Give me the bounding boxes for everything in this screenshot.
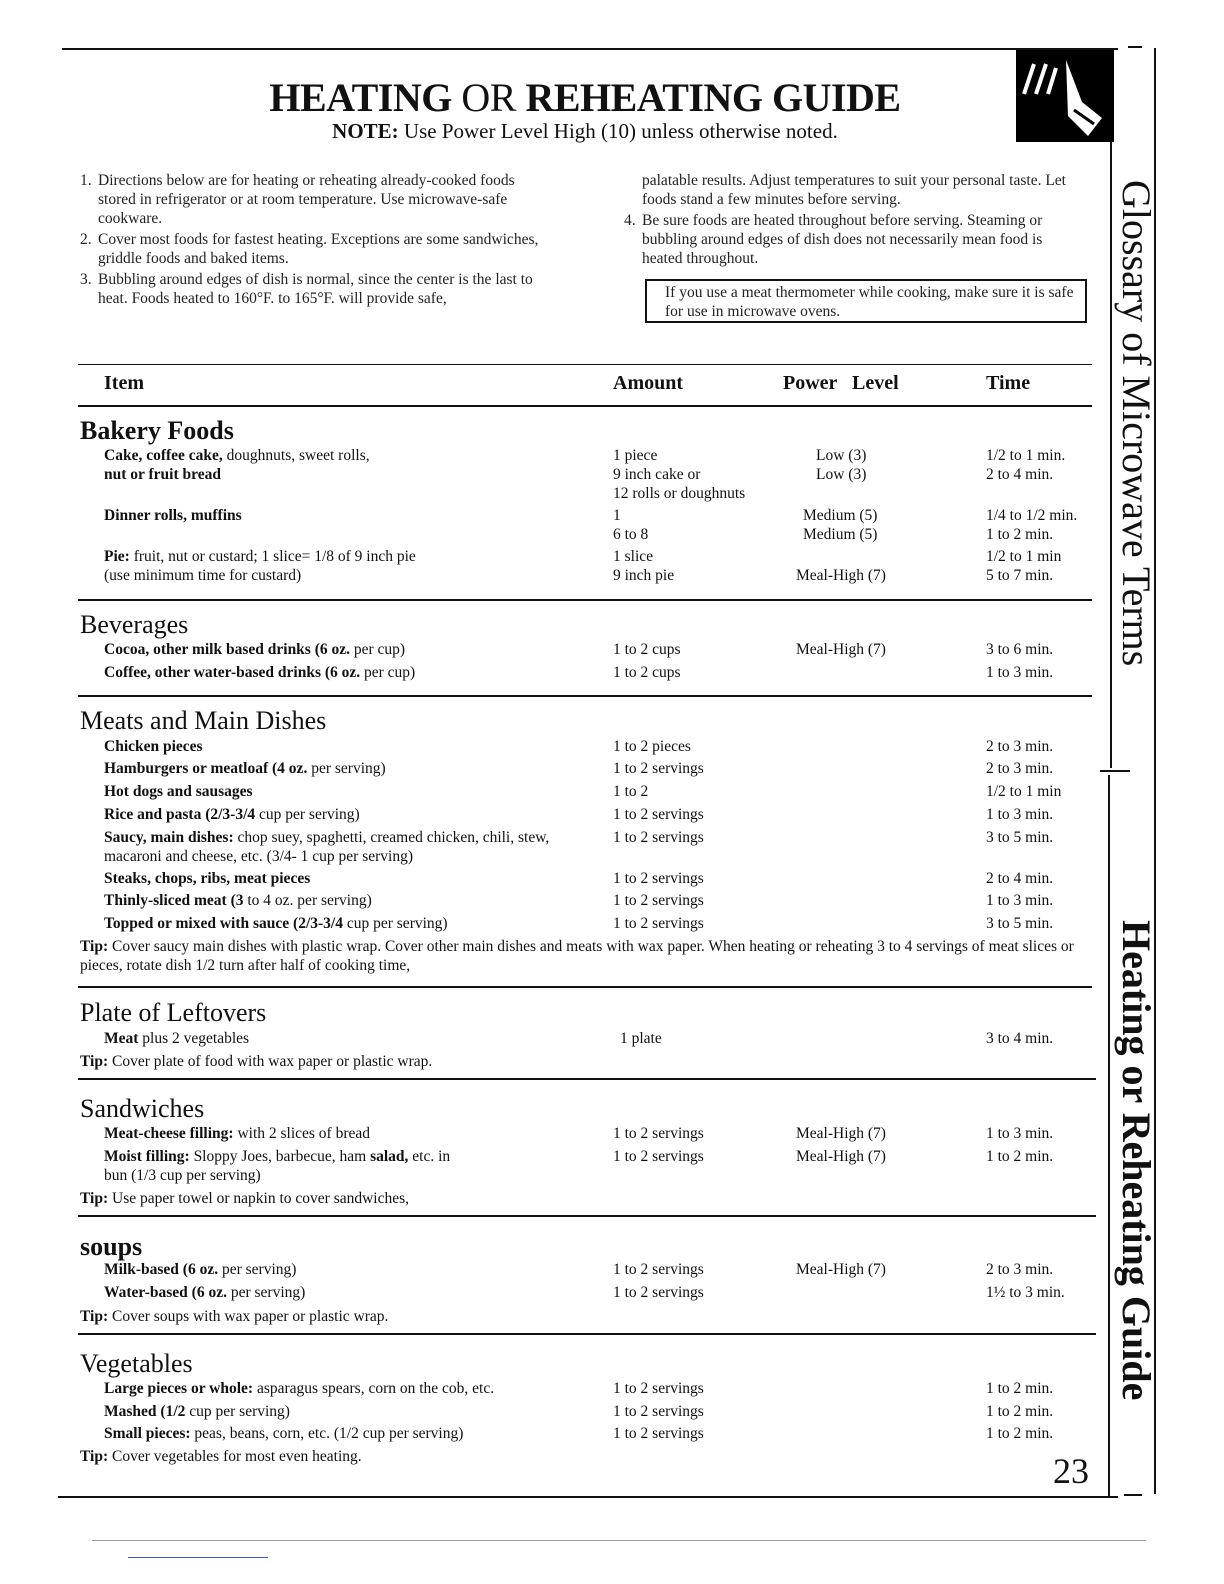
page-title: HEATING OR REHEATING GUIDE [269,75,901,120]
power-cell: Medium (5) Medium (5) [803,507,878,543]
amount-cell: 1 piece 9 inch cake or 12 rolls or doughnuts [613,447,746,502]
time-cell: 2 to 3 min. [986,738,1054,755]
item-cell: Water-based (6 oz. per serving) [104,1284,306,1301]
power-note [0,121,1170,142]
amount-cell: 1 plate [620,1030,662,1047]
note-text: Use Power Level High (10) unless otherwise noted. [403,119,838,143]
time-cell: 1 to 3 min. [986,664,1054,681]
tip-sandwiches: Tip: Use paper towel or napkin to cover sandwiches, [80,1190,410,1207]
item-cell: Mashed (1/2 cup per serving) [104,1403,290,1420]
power-cell: Meal-High (7) [796,1261,886,1278]
section-title-meats: Meats and Main Dishes [80,706,327,735]
section-rule [78,695,1092,697]
time-cell: 1 to 3 min. [986,1125,1054,1142]
section-tab-divider [1110,48,1112,768]
amount-cell: 1 to 2 servings [613,1403,704,1420]
power-cell: Meal-High (7) [796,641,886,658]
section-rule [78,599,1092,601]
column-header-time: Time [986,372,1031,394]
amount-cell: 1 to 2 servings [613,806,704,823]
time-cell: 2 to 4 min. [986,870,1054,887]
list-item: 2. Cover most foods for fastest heating. Exceptions are some sandwiches, griddle foods and baked items. [80,231,539,267]
section-title-leftovers: Plate of Leftovers [80,998,267,1027]
bottom-rule [58,1496,1118,1498]
amount-cell: 1 to 2 [613,783,649,800]
tab-divider-tick [1100,770,1130,772]
item-cell: Hot dogs and sausages [104,783,253,800]
power-cell: Low (3) Low (3) [816,447,867,483]
amount-cell: 1 to 2 servings [613,829,704,846]
side-tab-glossary[interactable]: Glossary of Microwave Terms [1114,180,1159,667]
time-cell: 3 to 4 min. [986,1030,1054,1047]
list-item: 1. Directions below are for heating or reheating already-cooked foods stored in refrigerator or at room temperature. Use microwave-safe cookware. [80,172,515,227]
item-cell: Pie: fruit, nut or custard; 1 slice= 1/8 of 9 inch pie (use minimum time for custard) [104,548,416,584]
tip-vegetables: Tip: Cover vegetables for most even heating. [80,1448,362,1465]
list-item: palatable results. Adjust temperatures to suit your personal taste. Let foods stand a few minutes before serving. [642,172,1066,208]
amount-cell: 1 to 2 pieces [613,738,691,755]
time-cell: 1 to 2 min. [986,1380,1054,1397]
power-cell: Meal-High (7) [796,1125,886,1142]
intro-left [80,171,550,310]
amount-cell: 1 to 2 servings [613,760,704,777]
bottom-right-tick [1124,1494,1142,1496]
column-header-power: Power Level [783,372,899,394]
amount-cell: 1 to 2 servings [613,1148,704,1165]
item-cell: Meat plus 2 vegetables [104,1030,250,1047]
power-cell: Meal-High (7) [796,1148,886,1165]
time-cell: 1 to 2 min. [986,1148,1054,1165]
time-cell: 1 to 2 min. [986,1403,1054,1420]
item-cell: Dinner rolls, muffins [104,507,242,524]
power-cell: Meal-High (7) [796,567,886,584]
amount-cell: 1 to 2 servings [613,1380,704,1397]
amount-cell: 1 6 to 8 [613,507,649,543]
item-cell: Rice and pasta (2/3-3/4 cup per serving) [104,806,360,823]
time-cell: 1 to 3 min. [986,892,1054,909]
note-label: NOTE: [332,119,399,143]
section-rule [78,1078,1096,1080]
section-title-vegetables: Vegetables [80,1349,193,1378]
footer-mark [128,1557,268,1558]
top-rule [62,48,1118,50]
item-cell: Saucy, main dishes: chop suey, spaghetti, creamed chicken, chili, stew, macaroni and cheese, etc. (3/4- 1 cup per serving) [104,829,550,865]
header-rule-top [78,364,1092,365]
page-number: 23 [1053,1451,1089,1491]
top-right-tick [1128,46,1142,48]
item-cell: Topped or mixed with sauce (2/3-3/4 cup per serving) [104,915,448,932]
amount-cell: 1 to 2 cups [613,641,681,658]
thermometer-callout: If you use a meat thermometer while cooking, make sure it is safe for use in microwave ovens. [645,279,1087,323]
section-tab-divider-lower [1108,775,1110,1497]
amount-cell: 1 to 2 servings [613,915,704,932]
section-title-sandwiches: Sandwiches [80,1094,205,1123]
time-cell: 1 to 2 min. [986,1425,1054,1442]
column-header-item: Item [104,372,144,394]
section-rule [78,1333,1096,1335]
tip-leftovers: Tip: Cover plate of food with wax paper or plastic wrap. [80,1053,433,1070]
item-cell: Hamburgers or meatloaf (4 oz. per serving) [104,760,386,777]
item-cell: Moist filling: Sloppy Joes, barbecue, ham salad, etc. in bun (1/3 cup per serving) [104,1148,451,1184]
time-cell: 1½ to 3 min. [986,1284,1065,1301]
time-cell: 3 to 6 min. [986,641,1054,658]
item-cell: Milk-based (6 oz. per serving) [104,1261,297,1278]
amount-cell: 1 to 2 servings [613,1125,704,1142]
amount-cell: 1 to 2 servings [613,1284,704,1301]
amount-cell: 1 to 2 cups [613,664,681,681]
item-cell: Cake, coffee cake, doughnuts, sweet rolls, nut or fruit bread [104,447,370,483]
list-item: 4. Be sure foods are heated throughout before serving. Steaming or bubbling around edges of dish does not necessarily mean food is heated throughout. [624,212,1043,267]
item-cell: Thinly-sliced meat (3 to 4 oz. per serving) [104,892,372,909]
side-tab-heating-guide[interactable]: Heating or Reheating Guide [1114,920,1159,1401]
time-cell: 1 to 3 min. [986,806,1054,823]
amount-cell: 1 to 2 servings [613,870,704,887]
item-cell: Small pieces: peas, beans, corn, etc. (1/2 cup per serving) [104,1425,464,1442]
time-cell: 2 to 3 min. [986,1261,1054,1278]
header-rule-bottom [78,405,1092,407]
amount-cell: 1 to 2 servings [613,1425,704,1442]
time-cell: 3 to 5 min. [986,915,1054,932]
time-cell: 3 to 5 min. [986,829,1054,846]
tip-meats: Tip: Cover saucy main dishes with plastic wrap. Cover other main dishes and meats with wax paper. When heating or reheating 3 to 4 servings of meat slices or pieces, rotate dish 1/2 turn after half of cooking time, [80,938,1074,974]
section-rule [78,1215,1096,1217]
footer-rule [92,1540,1146,1541]
time-cell: 1/2 to 1 min. 2 to 4 min. [986,447,1066,483]
item-cell: Chicken pieces [104,738,203,755]
section-title-beverages: Beverages [80,610,189,639]
item-cell: Coffee, other water-based drinks (6 oz. per cup) [104,664,416,681]
time-cell: 1/2 to 1 min [986,783,1062,800]
tip-soups: Tip: Cover soups with wax paper or plastic wrap. [80,1308,389,1325]
amount-cell: 1 slice 9 inch pie [613,548,675,584]
section-title-bakery: Bakery Foods [80,416,234,445]
amount-cell: 1 to 2 servings [613,1261,704,1278]
column-header-amount: Amount [613,372,684,394]
item-cell: Steaks, chops, ribs, meat pieces [104,870,311,887]
time-cell: 1/2 to 1 min 5 to 7 min. [986,548,1062,584]
time-cell: 2 to 3 min. [986,760,1054,777]
item-cell: Cocoa, other milk based drinks (6 oz. per cup) [104,641,406,658]
intro-right [624,171,1086,270]
time-cell: 1/4 to 1/2 min. 1 to 2 min. [986,507,1078,543]
item-cell: Meat-cheese filling: with 2 slices of bread [104,1125,371,1142]
list-item: 3. Bubbling around edges of dish is normal, since the center is the last to heat. Foods heated to 160°F. to 165°F. will provide safe, [80,271,533,307]
section-title-soups: soups [80,1232,143,1261]
section-rule [78,986,1092,988]
item-cell: Large pieces or whole: asparagus spears, corn on the cob, etc. [104,1380,495,1397]
amount-cell: 1 to 2 servings [613,892,704,909]
